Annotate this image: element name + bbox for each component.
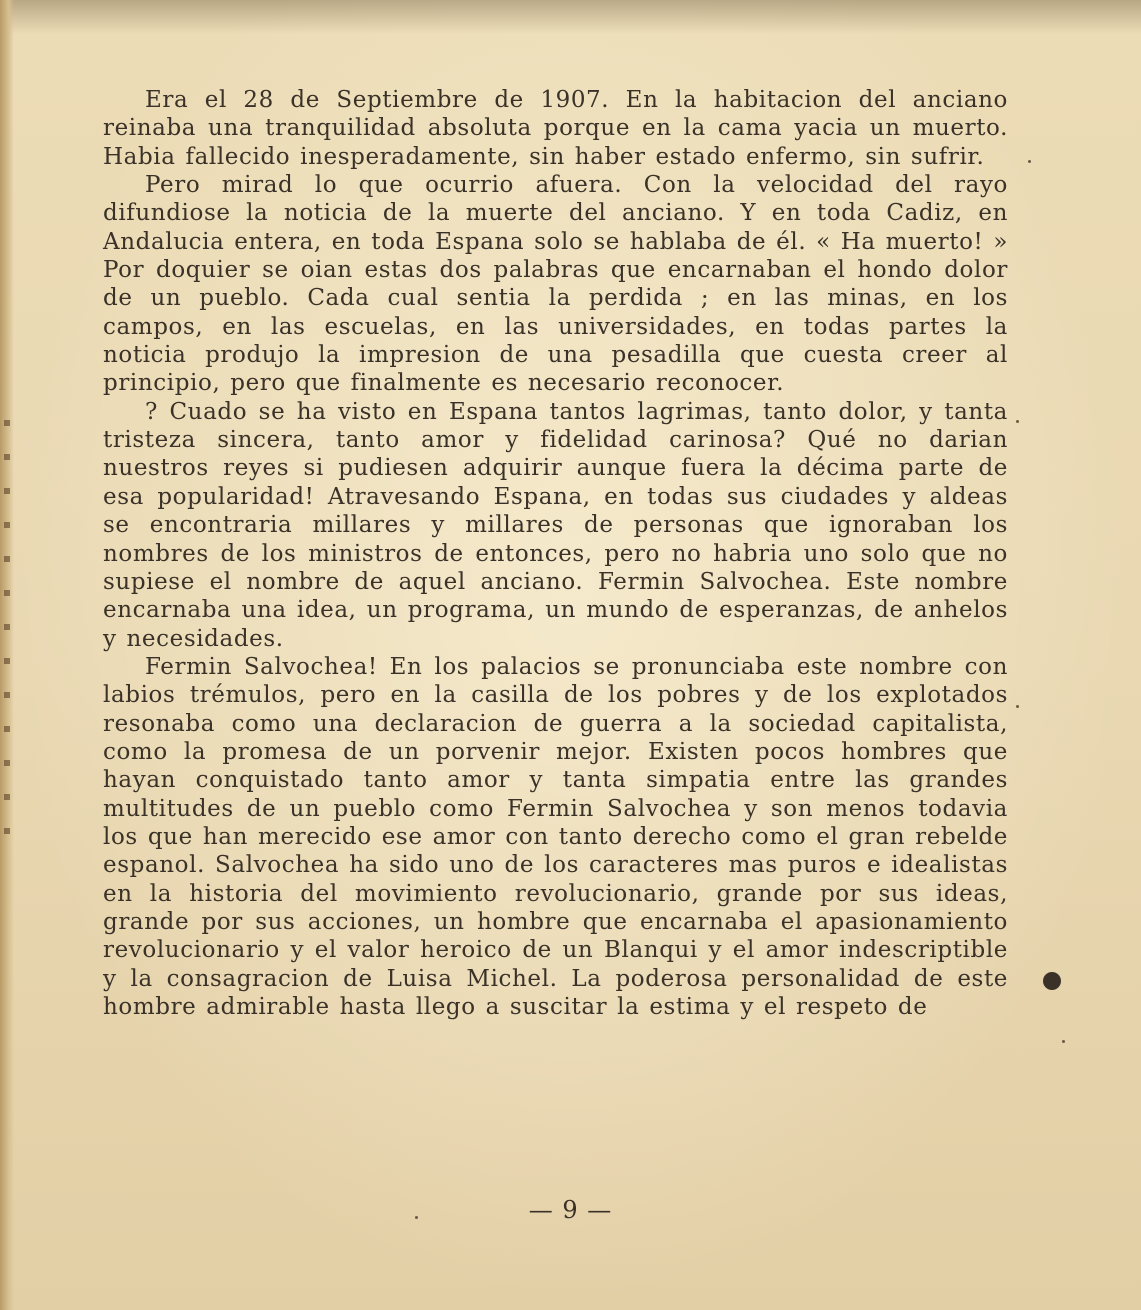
ink-blot [1043, 972, 1061, 990]
paragraph-1: Era el 28 de Septiembre de 1907. En la habitacion del anciano reinaba una tranquilidad absoluta porque en la cama yacia un muerto. Habia fallecido inesperadamente, sin haber estado enfermo, sin sufrir. [103, 87, 1008, 170]
paragraph-4: Fermin Salvochea! En los palacios se pronunciaba este nombre con labios trémulos, pero en la casilla de los pobres y de los explotados resonaba como una declaracion de guerra a la sociedad capitalista, como la promesa de un porvenir mejor. Existen pocos hombres que hayan conquistado tanto amor y tanta simpatia entre las grandes multitudes de un pueblo como Fermin Salvochea y son menos todavia los que han merecido ese amor con tanto derecho como el gran rebelde espanol. Salvochea ha sido uno de los caracteres mas puros e idealistas en la historia del movimiento revolucionario, grande por sus ideas, grande por sus acciones, un hombre que encarnaba el apasionamiento revolucionario y el valor heroico de un Blanqui y el amor indescriptible y la consagracion de Luisa Michel. La poderosa personalidad de este hombre admirable hasta llego a suscitar la estima y el respeto de [103, 653, 1008, 1020]
paragraph-3: ? Cuado se ha visto en Espana tantos lagrimas, tanto dolor, y tanta tristeza sincera, tanto amor y fidelidad carinosa? Qué no darian nuestros reyes si pudiesen adquirir aunque fuera la décima parte de esa popularidad! Atravesando Espana, en todas sus ciudades y aldeas se encontraria millares y millares de personas que ignoraban los nombres de los ministros de entonces, pero no habria uno solo que no supiese el nombre de aquel anciano. Fermin Salvochea. Este nombre encarnaba una idea, un programa, un mundo de esperanzas, de anhelos y necesidades. [103, 398, 1008, 652]
body-text [103, 86, 1008, 1021]
speck [1016, 420, 1019, 423]
speck [1016, 705, 1019, 708]
speck [415, 1216, 418, 1219]
speck [1062, 1040, 1065, 1043]
speck [1028, 160, 1031, 163]
page-top-shadow [0, 0, 1141, 34]
binding-stitch-holes [4, 420, 10, 840]
page-number: — 9 — [528, 1196, 613, 1224]
paragraph-2: Pero mirad lo que ocurrio afuera. Con la velocidad del rayo difundiose la noticia de la muerte del anciano. Y en toda Cadiz, en Andalucia entera, en toda Espana solo se hablaba de él. « Ha muerto! » Por doquier se oian estas dos palabras que encarnaban el hondo dolor de un pueblo. Cada cual sentia la perdida ; en las minas, en los campos, en las escuelas, en las universidades, en todas partes la noticia produjo la impresion de una pesadilla que cuesta creer al principio, pero que finalmente es necesario reconocer. [103, 172, 1008, 397]
